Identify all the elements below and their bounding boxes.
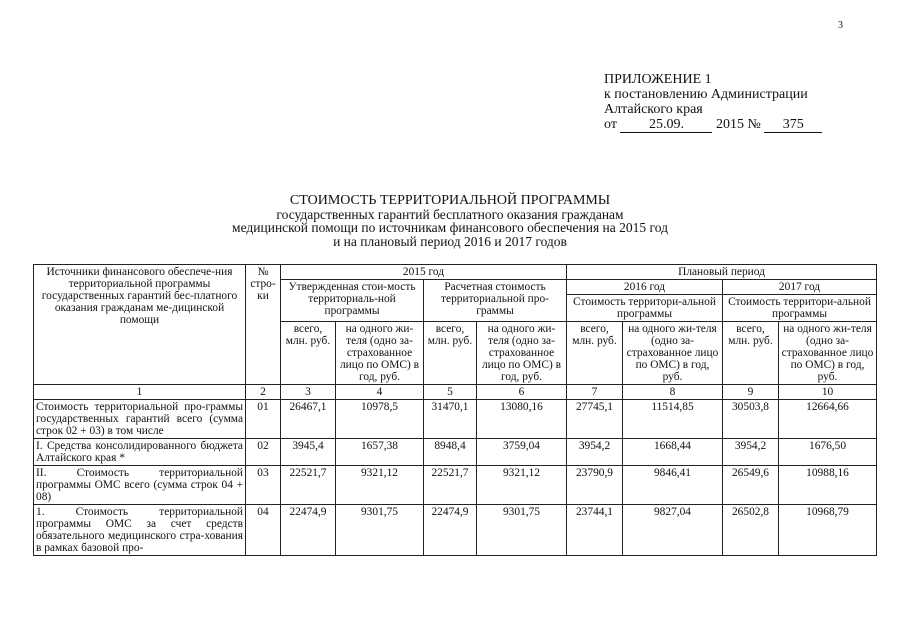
header-2016: 2016 год bbox=[567, 280, 723, 295]
value-cell: 30503,8 bbox=[723, 400, 779, 439]
col-number: 10 bbox=[779, 385, 877, 400]
value-cell: 1668,44 bbox=[623, 439, 723, 466]
value-cell: 31470,1 bbox=[424, 400, 477, 439]
header-approved-cost: Утвержденная стои-мость территориаль-ной программы bbox=[281, 280, 424, 322]
header-cost-2017: Стоимость территори-альной программы bbox=[723, 295, 877, 322]
value-cell: 26549,6 bbox=[723, 466, 779, 505]
value-cell: 9301,75 bbox=[477, 505, 567, 556]
value-cell: 22521,7 bbox=[424, 466, 477, 505]
header-planned: Плановый период bbox=[567, 265, 877, 280]
value-cell: 26502,8 bbox=[723, 505, 779, 556]
value-cell: 3759,04 bbox=[477, 439, 567, 466]
column-numbers-row bbox=[34, 385, 877, 400]
value-cell: 26467,1 bbox=[281, 400, 336, 439]
decree-date: 25.09. bbox=[620, 118, 712, 133]
appendix-title: ПРИЛОЖЕНИЕ 1 bbox=[604, 72, 712, 87]
page-number: 3 bbox=[838, 20, 843, 31]
col-number: 6 bbox=[477, 385, 567, 400]
header-2017: 2017 год bbox=[723, 280, 877, 295]
header-2015: 2015 год bbox=[281, 265, 567, 280]
row-source: I. Средства консолидированного бюджета Алтайского края * bbox=[34, 439, 246, 466]
value-cell: 10988,16 bbox=[779, 466, 877, 505]
appendix-date-line bbox=[604, 117, 822, 133]
title-line-2: государственных гарантий бесплатного оказания гражданам bbox=[276, 206, 624, 222]
table-row bbox=[34, 466, 877, 505]
title-line-3: медицинской помощи по источникам финансового обеспечения на 2015 год bbox=[232, 220, 668, 235]
value-cell: 22521,7 bbox=[281, 466, 336, 505]
value-cell: 10968,79 bbox=[779, 505, 877, 556]
header-total-3: всего, млн. руб. bbox=[567, 322, 623, 385]
row-no: 04 bbox=[246, 505, 281, 556]
document-title bbox=[150, 194, 750, 248]
value-cell: 8948,4 bbox=[424, 439, 477, 466]
value-cell: 23790,9 bbox=[567, 466, 623, 505]
appendix-block bbox=[604, 72, 822, 133]
table-row bbox=[34, 505, 877, 556]
col-number: 2 bbox=[246, 385, 281, 400]
col-number: 1 bbox=[34, 385, 246, 400]
col-number: 8 bbox=[623, 385, 723, 400]
row-source: II. Стоимость территориальной программы ОМС всего (сумма строк 04 + 08) bbox=[34, 466, 246, 505]
value-cell: 12664,66 bbox=[779, 400, 877, 439]
appendix-line-3: Алтайского края bbox=[604, 102, 703, 117]
header-row-no: № стро-ки bbox=[246, 265, 281, 385]
value-cell: 9321,12 bbox=[336, 466, 424, 505]
value-cell: 9321,12 bbox=[477, 466, 567, 505]
col-number: 4 bbox=[336, 385, 424, 400]
value-cell: 3954,2 bbox=[723, 439, 779, 466]
header-total-2: всего, млн. руб. bbox=[424, 322, 477, 385]
header-calc-cost: Расчетная стоимость территориальной про-граммы bbox=[424, 280, 567, 322]
col-number: 7 bbox=[567, 385, 623, 400]
col-number: 5 bbox=[424, 385, 477, 400]
header-cost-2016: Стоимость территори-альной программы bbox=[567, 295, 723, 322]
col-number: 3 bbox=[281, 385, 336, 400]
value-cell: 9301,75 bbox=[336, 505, 424, 556]
header-row-1 bbox=[34, 265, 877, 280]
value-cell: 10978,5 bbox=[336, 400, 424, 439]
table-row bbox=[34, 439, 877, 466]
header-total-4: всего, млн. руб. bbox=[723, 322, 779, 385]
table-row bbox=[34, 400, 877, 439]
value-cell: 27745,1 bbox=[567, 400, 623, 439]
header-per-capita-2: на одного жи-теля (одно за-страхованное лицо по ОМС) в год, руб. bbox=[477, 322, 567, 385]
header-source: Источники финансового обеспече-ния территориальной программы государственных гарантий бес-платного оказания гражданам ме-дицинской помощи bbox=[34, 265, 246, 385]
value-cell: 22474,9 bbox=[424, 505, 477, 556]
header-total-1: всего, млн. руб. bbox=[281, 322, 336, 385]
from-label: от bbox=[604, 117, 617, 132]
row-no: 01 bbox=[246, 400, 281, 439]
decree-number: 375 bbox=[764, 118, 822, 133]
value-cell: 9827,04 bbox=[623, 505, 723, 556]
header-per-capita-1: на одного жи-теля (одно за-страхованное лицо по ОМС) в год, руб. bbox=[336, 322, 424, 385]
value-cell: 9846,41 bbox=[623, 466, 723, 505]
title-line-4: и на плановый период 2016 и 2017 годов bbox=[333, 233, 567, 249]
col-number: 9 bbox=[723, 385, 779, 400]
value-cell: 3945,4 bbox=[281, 439, 336, 466]
value-cell: 1676,50 bbox=[779, 439, 877, 466]
header-per-capita-3: на одного жи-теля (одно за-страхованное лицо по ОМС) в год, руб. bbox=[623, 322, 723, 385]
value-cell: 1657,38 bbox=[336, 439, 424, 466]
appendix-line-2: к постановлению Администрации bbox=[604, 87, 808, 102]
header-per-capita-4: на одного жи-теля (одно за-страхованное лицо по ОМС) в год, руб. bbox=[779, 322, 877, 385]
title-line-1: СТОИМОСТЬ ТЕРРИТОРИАЛЬНОЙ ПРОГРАММЫ bbox=[289, 193, 611, 208]
value-cell: 13080,16 bbox=[477, 400, 567, 439]
row-no: 02 bbox=[246, 439, 281, 466]
value-cell: 22474,9 bbox=[281, 505, 336, 556]
row-no: 03 bbox=[246, 466, 281, 505]
cost-table bbox=[33, 264, 877, 556]
value-cell: 11514,85 bbox=[623, 400, 723, 439]
row-source: 1. Стоимость территориальной программы ОМС за счет средств обязательного медицинского стра-хования в рамках базовой про- bbox=[34, 505, 246, 556]
row-source: Стоимость территориальной про-граммы государственных гарантий всего (сумма строк 02 + 03) в том числе bbox=[34, 400, 246, 439]
value-cell: 3954,2 bbox=[567, 439, 623, 466]
year-number-label: 2015 № bbox=[715, 117, 761, 132]
value-cell: 23744,1 bbox=[567, 505, 623, 556]
